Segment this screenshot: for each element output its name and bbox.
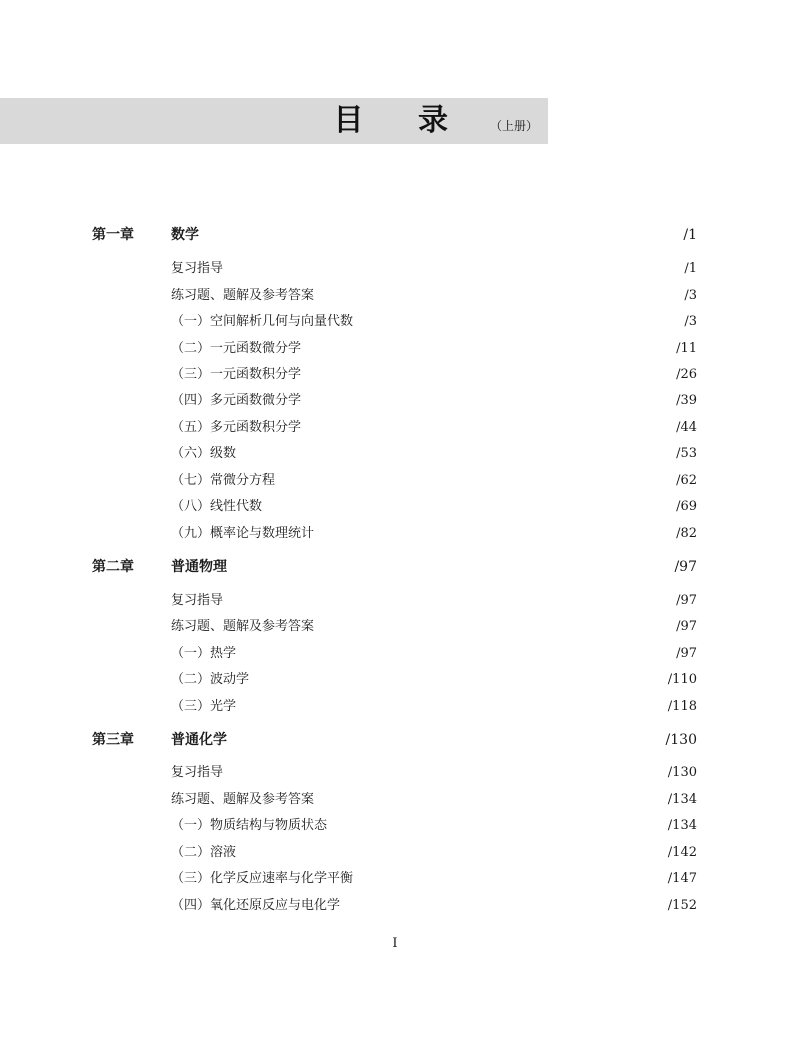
toc-item-page: /3 [684,288,697,303]
toc-item[interactable] [0,763,790,783]
toc-item-title: 复习指导 [171,593,224,608]
toc-item-title: （二）波动学 [171,672,250,687]
page-number: I [392,936,398,951]
toc-item-page: /118 [667,699,697,714]
toc-item-page: /39 [676,393,697,408]
toc-item-title: （四）氧化还原反应与电化学 [171,898,341,913]
toc-item[interactable] [0,259,790,279]
toc-item-title: 练习题、题解及参考答案 [171,288,315,303]
toc-item-page: /147 [667,871,697,886]
chapter-label: 第二章 [92,559,134,575]
toc-item-page: /134 [667,792,697,807]
toc-item-page: /82 [676,526,697,541]
chapter-row[interactable] [0,730,790,750]
toc-item-title: （一）空间解析几何与向量代数 [171,314,354,329]
toc-item[interactable] [0,524,790,544]
toc-item-title: （二）溶液 [171,845,237,860]
toc-item[interactable] [0,869,790,889]
toc-item[interactable] [0,843,790,863]
toc-item-page: /3 [684,314,697,329]
toc-item-title: 复习指导 [171,261,224,276]
toc-item-title: 练习题、题解及参考答案 [171,619,315,634]
page-title: 目 录 [333,103,470,138]
toc-item-page: /26 [676,367,697,382]
toc-item[interactable] [0,670,790,690]
chapter-page: /97 [674,559,697,575]
toc-item[interactable] [0,591,790,611]
toc-item-title: （四）多元函数微分学 [171,393,302,408]
toc-item[interactable] [0,497,790,517]
chapter-row[interactable] [0,557,790,577]
chapter-label: 第三章 [92,732,134,748]
toc-item[interactable] [0,790,790,810]
chapter-title: 普通化学 [171,732,227,748]
toc-item-page: /130 [667,765,697,780]
toc-item-title: 复习指导 [171,765,224,780]
toc-item[interactable] [0,365,790,385]
toc-item-title: （一）物质结构与物质状态 [171,818,328,833]
toc-item-page: /97 [676,646,697,661]
chapter-title: 普通物理 [171,559,227,575]
toc-item-title: 练习题、题解及参考答案 [171,792,315,807]
toc-item-title: （九）概率论与数理统计 [171,526,315,541]
chapter-page: /130 [665,732,697,748]
toc-item-title: （三）化学反应速率与化学平衡 [171,871,354,886]
toc-item-page: /69 [676,499,697,514]
chapter-row[interactable] [0,225,790,245]
toc-item-page: /53 [676,446,697,461]
toc-item-title: （六）级数 [171,446,237,461]
toc-item-title: （三）光学 [171,699,237,714]
toc-item-title: （八）线性代数 [171,499,263,514]
chapter-page: /1 [683,227,697,243]
toc-item[interactable] [0,816,790,836]
toc-item-page: /142 [667,845,697,860]
toc-item-title: （五）多元函数积分学 [171,420,302,435]
toc-item[interactable] [0,644,790,664]
chapter-label: 第一章 [92,227,134,243]
toc-item[interactable] [0,339,790,359]
toc-item-title: （二）一元函数微分学 [171,341,302,356]
toc-item[interactable] [0,444,790,464]
page-subtitle: （上册） [489,119,538,133]
toc-item-title: （七）常微分方程 [171,473,276,488]
toc-item-page: /97 [676,619,697,634]
toc-item-page: /97 [676,593,697,608]
toc-item-page: /110 [667,672,697,687]
toc-item[interactable] [0,286,790,306]
toc-item[interactable] [0,391,790,411]
toc-item-page: /44 [676,420,697,435]
chapter-title: 数学 [171,227,199,243]
toc-item-page: /152 [667,898,697,913]
toc-item[interactable] [0,312,790,332]
toc-item[interactable] [0,471,790,491]
toc-item[interactable] [0,418,790,438]
toc-item-page: /11 [676,341,697,356]
title-bar [0,98,548,144]
toc-item-page: /1 [684,261,697,276]
toc-item-title: （一）热学 [171,646,237,661]
toc-item-title: （三）一元函数积分学 [171,367,302,382]
toc-item[interactable] [0,617,790,637]
toc-item-page: /134 [667,818,697,833]
toc-item[interactable] [0,697,790,717]
toc-item[interactable] [0,896,790,916]
toc-item-page: /62 [676,473,697,488]
